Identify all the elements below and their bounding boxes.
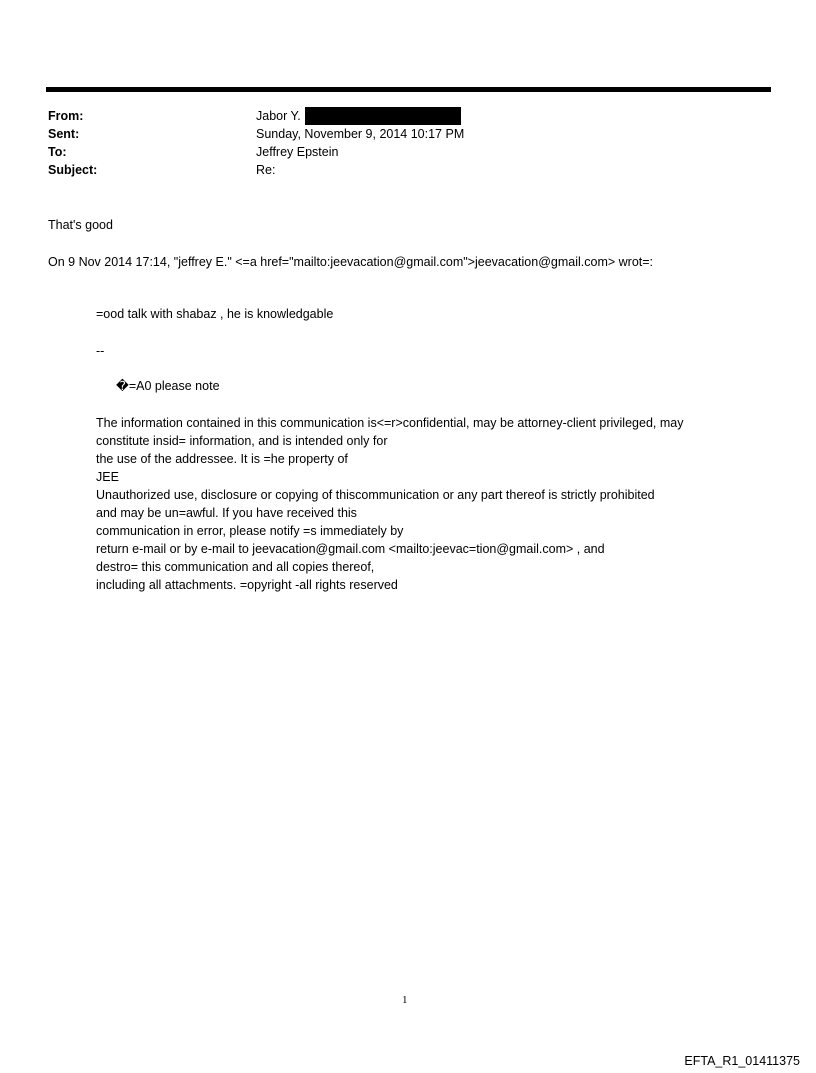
sent-row — [48, 125, 748, 143]
subject-value: Re: — [256, 163, 276, 177]
header-divider — [46, 87, 771, 92]
notice-line: communication in error, please notify =s immediately by — [96, 524, 404, 538]
redaction-block — [305, 107, 461, 125]
notice-line: Unauthorized use, disclosure or copying of thiscommunication or any part thereof is strictly prohibited — [96, 488, 655, 502]
from-value — [256, 107, 461, 125]
notice-line: including all attachments. =opyright -all rights reserved — [96, 578, 398, 592]
bates-number: EFTA_R1_01411375 — [684, 1054, 800, 1068]
to-label: To: — [48, 145, 67, 159]
subject-row — [48, 161, 748, 179]
to-row — [48, 143, 748, 161]
reply-text: That's good — [48, 218, 113, 232]
notice-line: JEE — [96, 470, 119, 484]
quote-intro: On 9 Nov 2014 17:14, "jeffrey E." <=a href="mailto:jeevacation@gmail.com">jeevacation@gmail.com> wrot=: — [48, 255, 654, 269]
notice-line: The information contained in this communication is<=r>confidential, may be attorney-client privileged, may — [96, 416, 684, 430]
notice-line: return e-mail or by e-mail to jeevacation@gmail.com <mailto:jeevac=tion@gmail.com> , and — [96, 542, 605, 556]
notice-line: the use of the addressee. It is =he property of — [96, 452, 348, 466]
sent-label: Sent: — [48, 127, 80, 141]
subject-label: Subject: — [48, 163, 98, 177]
signature-separator: -- — [96, 344, 105, 358]
notice-line: constitute insid= information, and is intended only for — [96, 434, 388, 448]
notice-line: and may be un=awful. If you have received this — [96, 506, 357, 520]
sent-value: Sunday, November 9, 2014 10:17 PM — [256, 127, 465, 141]
email-header — [48, 107, 748, 179]
please-note: �=A0 please note — [116, 379, 220, 393]
to-value: Jeffrey Epstein — [256, 145, 339, 159]
sender-name: Jabor Y. — [256, 109, 301, 123]
notice-line: destro= this communication and all copies thereof, — [96, 560, 375, 574]
from-row — [48, 107, 748, 125]
page-number: 1 — [402, 994, 408, 1006]
confidentiality-notice — [96, 414, 786, 594]
quoted-message: =ood talk with shabaz , he is knowledgable — [96, 307, 334, 321]
from-label: From: — [48, 109, 84, 123]
